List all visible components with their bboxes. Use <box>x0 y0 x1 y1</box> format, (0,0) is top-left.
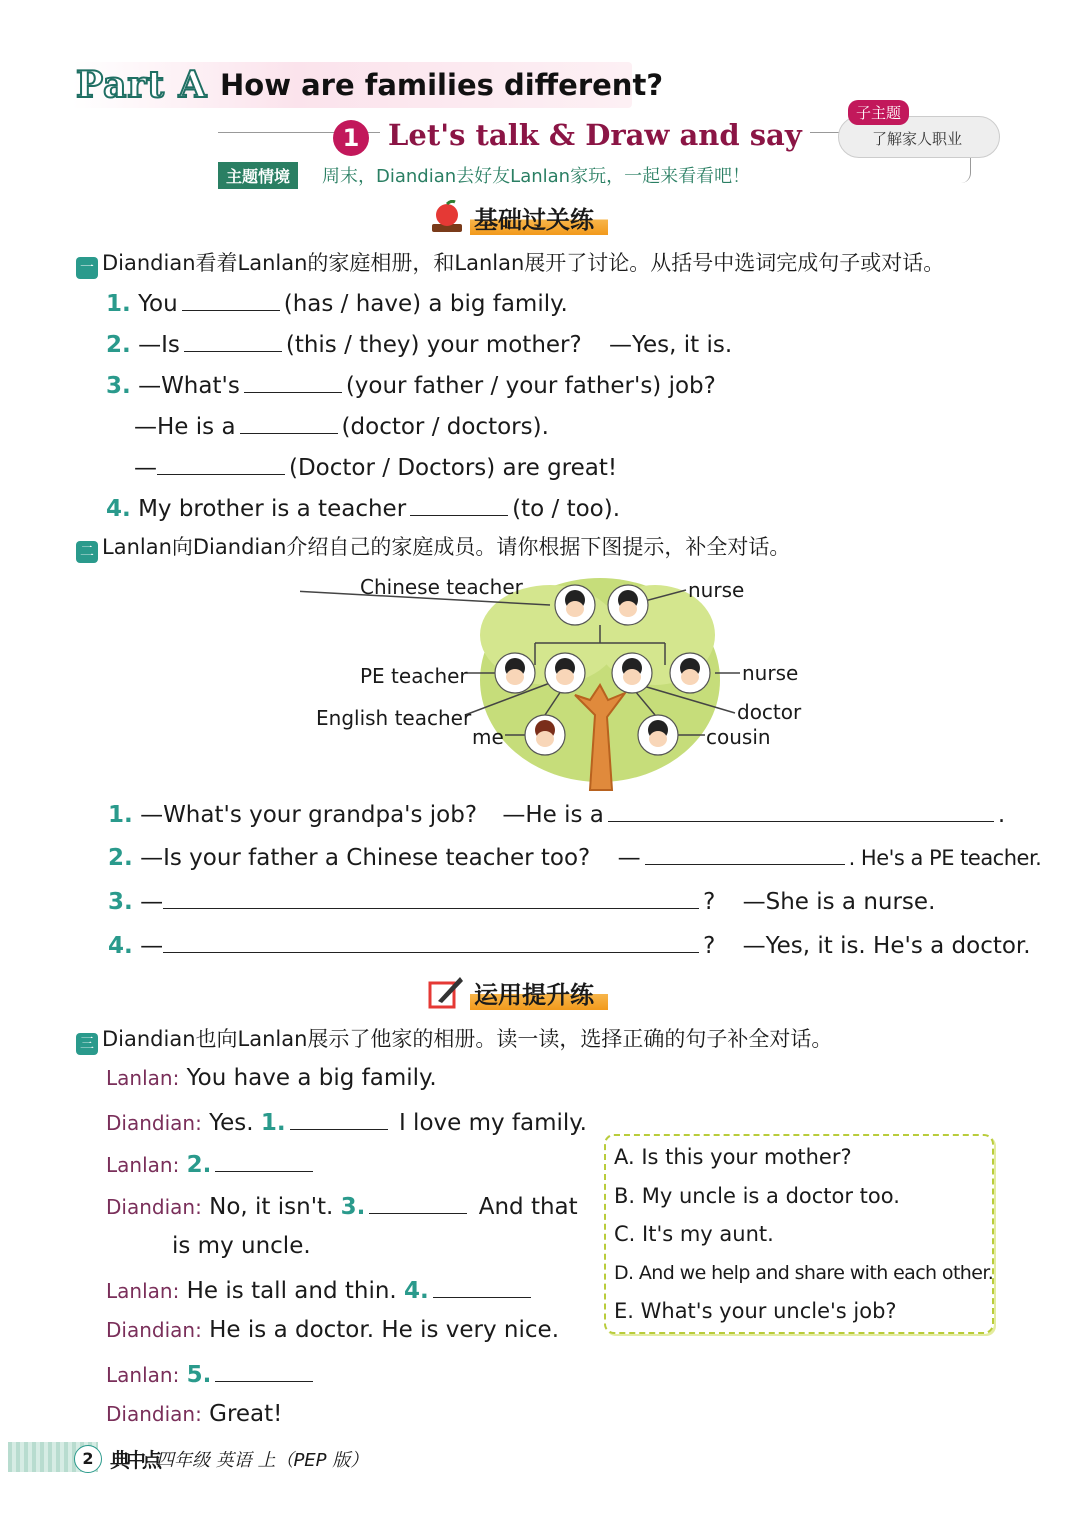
ex1-marker: 一 <box>76 257 98 279</box>
item-text: You <box>138 291 178 317</box>
ex1-instruction <box>76 248 944 279</box>
section-apply-title: 运用提升练 <box>470 975 608 1010</box>
dialogue-text: is my uncle. <box>172 1233 311 1259</box>
answer-blank[interactable] <box>608 797 994 822</box>
speaker: Lanlan: <box>106 1279 180 1303</box>
ex3-instruction <box>76 1024 832 1055</box>
item-options: (your father / your father's) job? <box>345 373 716 399</box>
ex1-item-2 <box>106 327 732 360</box>
ex2-instruction-text: Lanlan向Diandian介绍自己的家庭成员。请你根据下图提示，补全对话。 <box>102 535 791 559</box>
dialogue-text: Yes. <box>209 1110 254 1136</box>
item-question: —What's your grandpa's job? <box>140 802 478 828</box>
tree-label-grandpa: Chinese teacher <box>360 575 523 599</box>
ex2-item-4 <box>108 928 1031 961</box>
option-a: A. Is this your mother? <box>614 1145 852 1169</box>
item-number: 1. <box>106 291 131 317</box>
option-e: E. What's your uncle's job? <box>614 1299 897 1323</box>
answer-blank[interactable] <box>215 1147 313 1172</box>
lesson-number-badge: 1 <box>333 120 369 156</box>
item-end: . <box>997 802 1006 828</box>
item-number: 4. <box>108 933 133 959</box>
speaker: Diandian: <box>106 1195 202 1219</box>
item-options: (Doctor / Doctors) are great! <box>289 455 618 481</box>
speaker: Diandian: <box>106 1318 202 1342</box>
dialogue-line <box>106 1357 317 1390</box>
option-c: C. It's my aunt. <box>614 1222 774 1246</box>
ex2-item-2 <box>108 840 1041 873</box>
part-title: How are families different? <box>220 68 664 102</box>
answer-blank[interactable] <box>240 409 338 434</box>
item-reply: —He is a <box>502 802 604 828</box>
ex3-instruction-text: Diandian也向Lanlan展示了他家的相册。读一读，选择正确的句子补全对话。 <box>102 1027 833 1051</box>
answer-blank[interactable] <box>244 368 342 393</box>
item-reply: —Yes, it is. He's a doctor. <box>742 933 1031 959</box>
blank-number: 2. <box>186 1152 212 1178</box>
answer-blank[interactable] <box>182 286 280 311</box>
dialogue-text: He is a doctor. He is very nice. <box>209 1317 559 1343</box>
answer-blank[interactable] <box>215 1357 313 1382</box>
answer-blank[interactable] <box>163 928 699 953</box>
dialogue-line <box>106 1399 282 1429</box>
item-text: —What's <box>138 373 240 399</box>
answer-blank[interactable] <box>410 491 508 516</box>
ex1-item-3 <box>106 368 716 401</box>
item-text: —Is <box>138 332 180 358</box>
item-question: —Is your father a Chinese teacher too? <box>140 845 591 871</box>
tree-label-aunt: nurse <box>742 661 799 685</box>
pen-icon <box>428 975 464 1009</box>
tree-label-grandma: nurse <box>688 578 745 602</box>
item-text: My brother is a teacher <box>138 496 407 522</box>
option-d: D. And we help and share with each other. <box>614 1262 994 1284</box>
item-end: ? <box>703 933 716 959</box>
ex2-item-1 <box>108 797 1005 830</box>
blank-number: 3. <box>340 1194 366 1220</box>
dialogue-text: I love my family. <box>398 1110 587 1136</box>
dialogue-text: And that <box>478 1194 578 1220</box>
tree-label-uncle: doctor <box>737 700 802 724</box>
book-title: 四年级 英语 上（PEP 版） <box>156 1450 369 1471</box>
item-number: 3. <box>108 889 133 915</box>
lesson-title: Let's talk & Draw and say <box>380 118 810 152</box>
item-question: — <box>140 933 164 959</box>
item-options: (doctor / doctors). <box>341 414 549 440</box>
context-text: 周末，Diandian去好友Lanlan家玩，一起来看看吧！ <box>322 162 756 188</box>
blank-number: 4. <box>404 1278 429 1304</box>
blank-number: 1. <box>260 1110 286 1136</box>
answer-blank[interactable] <box>369 1189 467 1214</box>
item-reply: — <box>617 845 641 871</box>
ex1-item-3c <box>134 450 617 483</box>
tree-label-mother: English teacher <box>316 706 472 730</box>
answer-blank[interactable] <box>290 1105 388 1130</box>
answer-blank[interactable] <box>645 840 845 865</box>
item-options: (to / too). <box>512 496 621 522</box>
page-number: 2 <box>74 1445 102 1473</box>
speaker: Lanlan: <box>106 1363 180 1387</box>
dialogue-line <box>106 1105 587 1138</box>
dialogue-line <box>106 1273 535 1306</box>
speaker: Diandian: <box>106 1402 202 1426</box>
ex1-item-3b <box>134 409 549 442</box>
answer-blank[interactable] <box>433 1273 531 1298</box>
dialogue-line <box>106 1147 317 1180</box>
item-text: — <box>134 455 157 481</box>
section-basic-title: 基础过关练 <box>470 200 608 235</box>
ex2-item-3 <box>108 884 935 917</box>
dialogue-text: No, it isn't. <box>209 1194 334 1220</box>
dialogue-text: You have a big family. <box>186 1065 437 1091</box>
item-number: 3. <box>106 373 131 399</box>
ex1-item-1 <box>106 286 568 319</box>
ex3-marker: 三 <box>76 1033 98 1055</box>
answer-blank[interactable] <box>163 884 699 909</box>
blank-number: 5. <box>186 1362 212 1388</box>
item-number: 2. <box>108 845 133 871</box>
part-label: Part A <box>76 64 208 106</box>
item-options: (this / they) your mother? <box>285 332 582 358</box>
ex2-instruction <box>76 532 790 563</box>
item-number: 2. <box>106 332 131 358</box>
brand-logo: 典中点 <box>110 1448 158 1472</box>
answer-blank[interactable] <box>157 450 285 475</box>
subtheme-tag: 子主题 <box>848 100 909 125</box>
item-number: 1. <box>108 802 133 828</box>
item-end: ? <box>703 889 716 915</box>
dialogue-line <box>172 1231 311 1261</box>
item-reply: —Yes, it is. <box>609 332 733 358</box>
answer-blank[interactable] <box>184 327 282 352</box>
item-end: . He's a PE teacher. <box>848 846 1042 870</box>
option-b: B. My uncle is a doctor too. <box>614 1184 900 1208</box>
dialogue-line <box>106 1063 437 1093</box>
dialogue-line <box>106 1189 578 1222</box>
context-tag: 主题情境 <box>218 162 298 189</box>
tree-label-me: me <box>472 725 504 749</box>
dialogue-text: Great! <box>209 1401 283 1427</box>
ex1-instruction-text: Diandian看着Lanlan的家庭相册，和Lanlan展开了讨论。从括号中选词完成句子或对话。 <box>102 251 945 275</box>
tree-label-father: PE teacher <box>360 664 468 688</box>
item-number: 4. <box>106 496 131 522</box>
dialogue-line <box>106 1315 559 1345</box>
item-question: — <box>140 889 164 915</box>
ex2-marker: 二 <box>76 541 98 563</box>
dialogue-text: He is tall and thin. <box>186 1278 397 1304</box>
item-text: —He is a <box>134 414 236 440</box>
item-options: (has / have) a big family. <box>283 291 568 317</box>
speaker: Lanlan: <box>106 1066 180 1090</box>
speaker: Lanlan: <box>106 1153 180 1177</box>
speaker: Diandian: <box>106 1111 202 1135</box>
item-reply: —She is a nurse. <box>742 889 936 915</box>
subtheme-text: 了解家人职业 <box>872 130 963 148</box>
tree-label-cousin: cousin <box>706 725 771 749</box>
apple-icon <box>430 200 464 234</box>
ex1-item-4 <box>106 491 620 524</box>
